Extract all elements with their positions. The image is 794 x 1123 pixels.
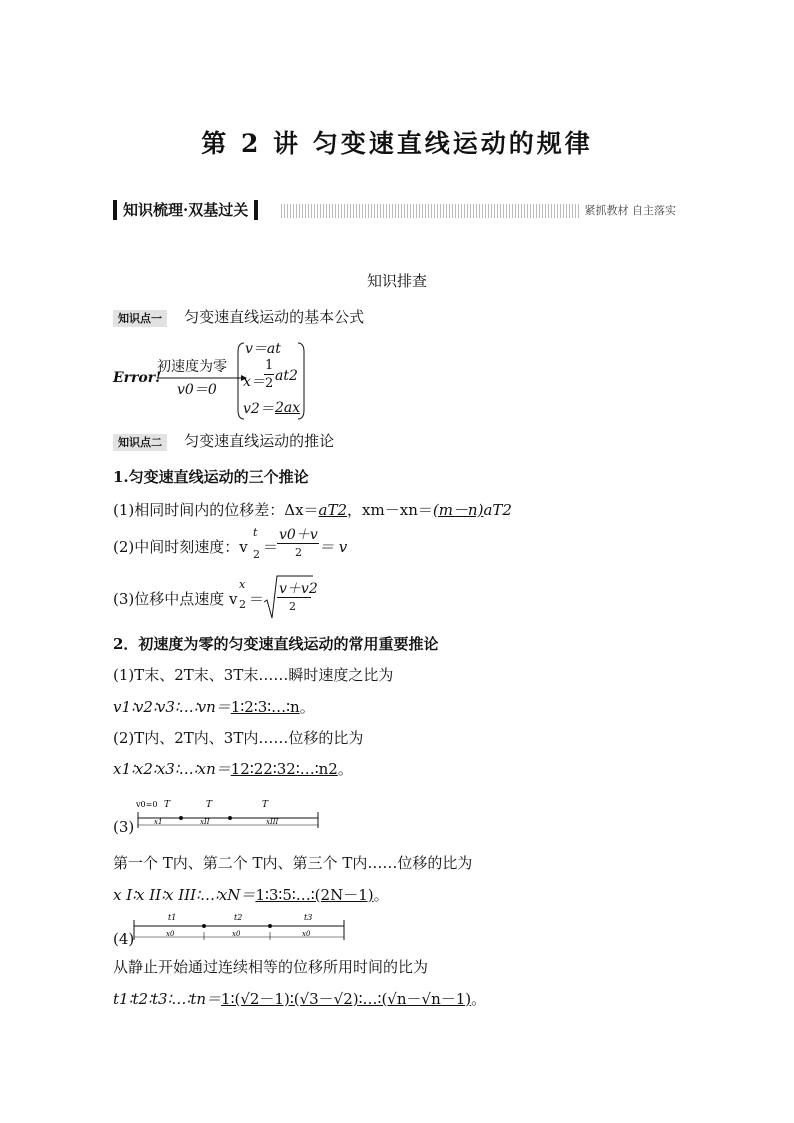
line3-a: (3)位移中点速度 v — [113, 590, 238, 608]
kp1 — [113, 306, 364, 327]
s2-p4: 从静止开始通过连续相等的位移所用时间的比为 — [113, 958, 429, 976]
line1-e: aT2 — [483, 501, 512, 519]
d2-t2: t2 — [234, 913, 243, 922]
fraction-bar — [264, 374, 274, 375]
line1-a: (1)相同时间内的位移差：Δx＝ — [113, 501, 319, 519]
arrow-bottom-label: v0＝0 — [177, 382, 217, 398]
d2-x0-2: x0 — [232, 930, 241, 938]
line2-eq: ＝ — [263, 538, 279, 556]
kp2 — [113, 430, 334, 451]
line1-b: aT2 — [318, 501, 348, 519]
d1-x1: x1 — [154, 818, 163, 826]
d1-v0: v0=0 — [136, 800, 158, 809]
line2-end: ＝ v — [319, 538, 348, 556]
d2-t3: t3 — [304, 913, 313, 922]
interval-diagram-1 — [134, 798, 324, 834]
s1-line1 — [113, 499, 512, 520]
interval-diagram-2 — [130, 910, 350, 944]
p2-c: 。 — [337, 760, 353, 778]
s2-p1: (1)T末、2T末、3T末……瞬时速度之比为 — [113, 666, 394, 684]
formula-3-rhs: 2ax — [275, 400, 301, 416]
line3-eq: ＝ — [249, 590, 265, 608]
s2-p3-ratio — [113, 884, 389, 905]
p3-label: (3) — [113, 818, 135, 836]
p4-b: 1∶(√2－1)∶(√3－√2)∶…∶(√n－√n－1) — [221, 990, 472, 1008]
right-brace-icon — [297, 342, 305, 420]
s2-p3: 第一个 T内、第二个 T内、第三个 T内……位移的比为 — [113, 854, 473, 872]
p3-b: 1∶3∶5∶…∶(2N－1) — [255, 886, 374, 904]
p4-label: (4) — [113, 930, 135, 948]
kp2-badge: 知识点二 — [113, 434, 167, 451]
p1-c: 。 — [299, 698, 315, 716]
p2-a: x1∶x2∶x3∶…∶xn＝ — [113, 760, 231, 778]
p1-b: 1∶2∶3∶…∶n — [230, 698, 300, 716]
d2-x0-3: x0 — [302, 930, 311, 938]
s1-heading: 1.匀变速直线运动的三个推论 — [113, 468, 309, 486]
p1-a: v1∶v2∶v3∶…∶vn＝ — [113, 698, 231, 716]
d2-t1: t1 — [168, 913, 177, 922]
s1-line2 — [113, 526, 413, 568]
p4-c: 。 — [471, 990, 487, 1008]
line1-c: ，xm－xn＝ — [347, 501, 433, 519]
kp1-badge: 知识点一 — [113, 310, 167, 327]
page-title: 第 2 讲 匀变速直线运动的规律 — [201, 129, 593, 158]
fraction-bar — [277, 543, 319, 544]
formula-2-num: 1 — [265, 358, 274, 373]
band-label: 知识梳理·双基过关 — [113, 200, 258, 220]
d2-x0-1: x0 — [166, 930, 175, 938]
p2-b: 12∶22∶32∶…∶n2 — [230, 760, 338, 778]
line1-d: (m－n) — [432, 501, 484, 519]
formula-1: v＝at — [245, 341, 281, 357]
s1-line3 — [113, 574, 413, 624]
d1-x3: xIII — [266, 818, 279, 826]
p3-a: x I∶x II∶x III∶…∶xN＝ — [113, 886, 256, 904]
arrow-top-label: 初速度为零 — [157, 359, 227, 375]
line3-x: x — [239, 578, 246, 591]
error-text: Error! — [113, 370, 162, 386]
kp1-title: 匀变速直线运动的基本公式 — [184, 308, 365, 326]
kp2-title: 匀变速直线运动的推论 — [184, 432, 335, 450]
line2-den: 2 — [295, 546, 302, 559]
s2-p2-ratio — [113, 758, 353, 779]
formula-2-lhs: x＝ — [243, 374, 265, 390]
line3-2: 2 — [239, 598, 246, 611]
s2-p4-ratio — [113, 988, 486, 1009]
s2-p2: (2)T内、2T内、3T内……位移的比为 — [113, 729, 364, 747]
s2-heading: 2．初速度为零的匀变速直线运动的常用重要推论 — [113, 635, 439, 653]
band-tag: 紧抓教材 自主落实 — [581, 202, 677, 218]
line2-t: t — [253, 526, 258, 539]
p4-a: t1∶t2∶t3∶…∶tn＝ — [113, 990, 222, 1008]
section-band — [113, 200, 676, 222]
s2-p1-ratio — [113, 696, 315, 717]
d1-T1: T — [164, 800, 171, 810]
fraction-bar — [277, 597, 311, 598]
line3-num: v＋v2 — [279, 581, 318, 597]
d1-x2: xII — [200, 818, 210, 826]
p3-c: 。 — [373, 886, 389, 904]
formula-block — [113, 338, 333, 420]
section-heading: 知识排查 — [366, 272, 427, 290]
line2-a: (2)中间时刻速度：v — [113, 538, 248, 556]
formula-2-den: 2 — [265, 376, 274, 391]
line2-num: v0＋v — [279, 527, 318, 543]
d1-T3: T — [262, 800, 269, 810]
formula-3-lhs: v2＝ — [243, 401, 274, 417]
formula-2-rhs: at2 — [275, 368, 298, 384]
line2-2: 2 — [253, 548, 260, 561]
line3-den: 2 — [289, 600, 296, 613]
d1-T2: T — [206, 800, 213, 810]
